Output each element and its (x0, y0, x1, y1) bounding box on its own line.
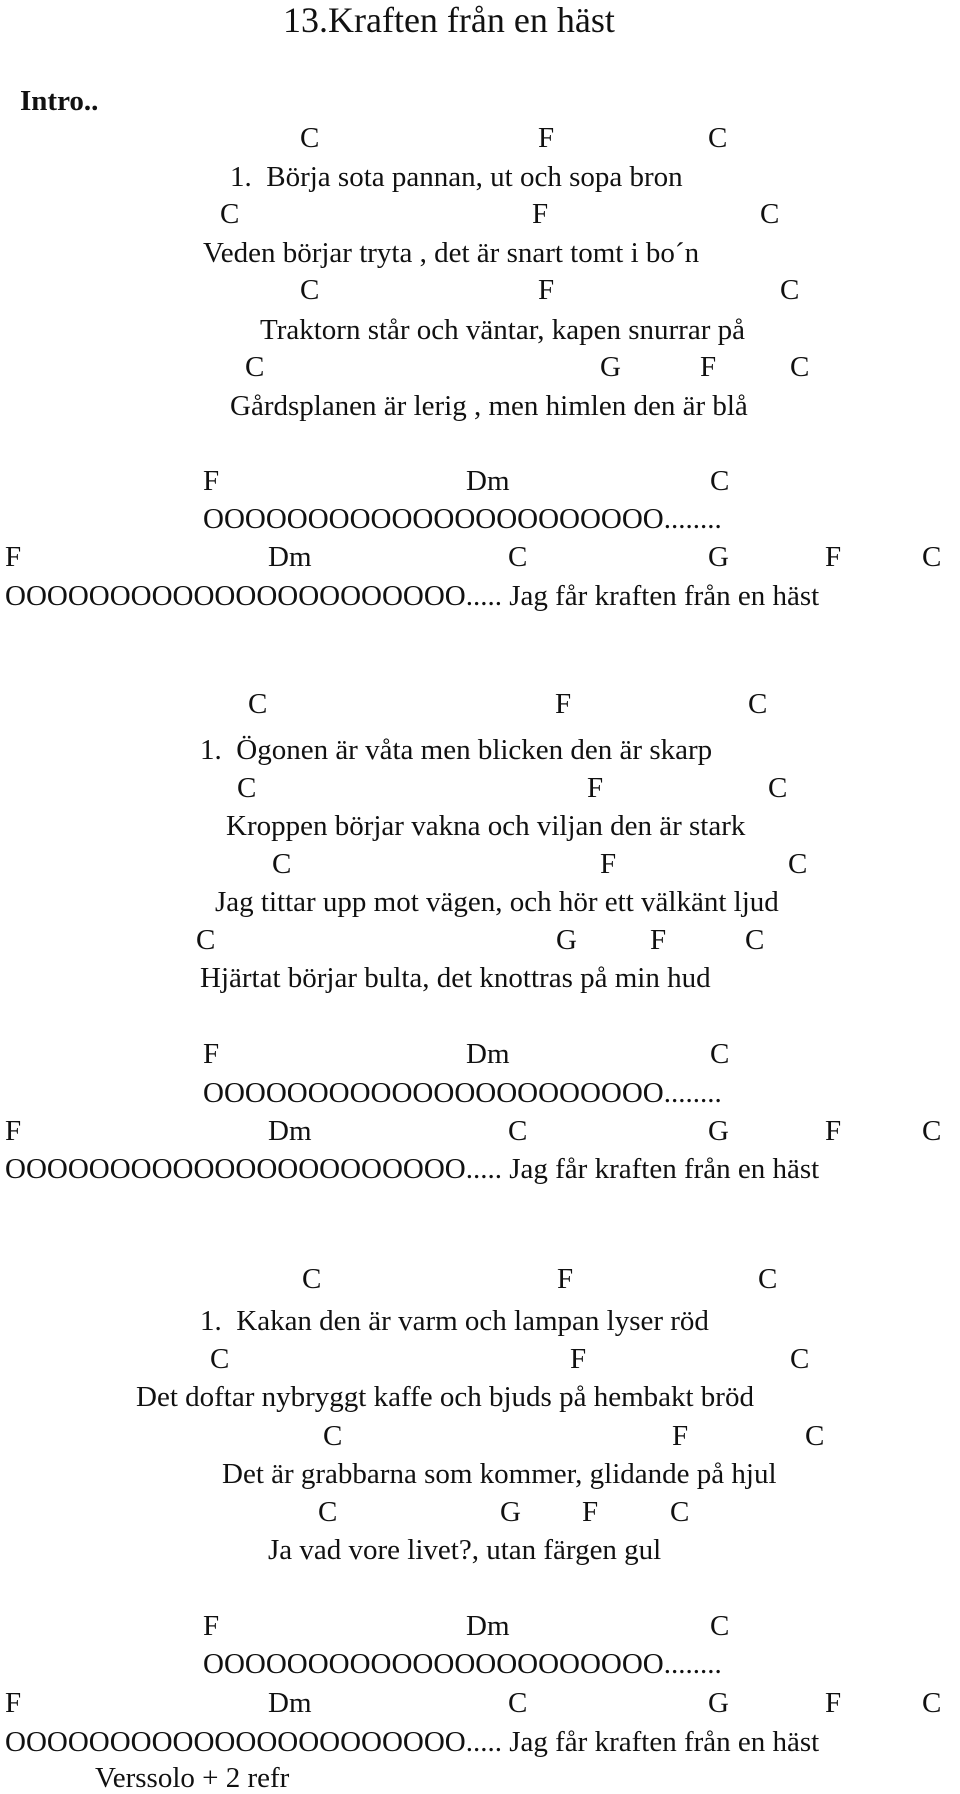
lyric-line: Veden börjar tryta , det är snart tomt i bo´n (203, 237, 700, 269)
chord: F (557, 1263, 574, 1295)
chord: C (760, 198, 780, 230)
chord: C (790, 1343, 810, 1375)
chord: F (672, 1420, 689, 1452)
lyric-line: Jag tittar upp mot vägen, och hör ett välkänt ljud (215, 886, 779, 918)
chord: G (708, 1115, 729, 1147)
chord: C (805, 1420, 825, 1452)
chord: F (600, 848, 617, 880)
lyric-line: Traktorn står och väntar, kapen snurrar på (260, 314, 745, 346)
chord: F (587, 772, 604, 804)
chord: G (500, 1496, 521, 1528)
chord: C (745, 924, 765, 956)
chord: C (670, 1496, 690, 1528)
chord: F (825, 1115, 842, 1147)
lyric-line: Kroppen börjar vakna och viljan den är stark (226, 810, 746, 842)
outro-note: Verssolo + 2 refr (95, 1762, 290, 1794)
chord: C (248, 688, 268, 720)
chord: C (748, 688, 768, 720)
lyric-line: Det doftar nybryggt kaffe och bjuds på hembakt bröd (136, 1381, 754, 1413)
intro-label: Intro.. (20, 85, 99, 117)
chord: F (203, 1038, 220, 1070)
chord: F (203, 1610, 220, 1642)
chord: C (300, 274, 320, 306)
chord: C (300, 122, 320, 154)
lyric-line: 1. Börja sota pannan, ut och sopa bron (230, 161, 683, 193)
chorus-line: OOOOOOOOOOOOOOOOOOOOOO..... Jag får kraften från en häst (5, 1726, 820, 1758)
chord: C (780, 274, 800, 306)
chorus-line: OOOOOOOOOOOOOOOOOOOOOO..... Jag får kraften från en häst (5, 1153, 820, 1185)
lyric-line: Hjärtat börjar bulta, det knottras på min hud (200, 962, 711, 994)
chord: Dm (268, 1115, 312, 1147)
chord: F (203, 465, 220, 497)
chorus-line: OOOOOOOOOOOOOOOOOOOOOO........ (203, 1648, 722, 1680)
chord: F (5, 541, 22, 573)
chord: Dm (466, 465, 510, 497)
chord: Dm (466, 1038, 510, 1070)
chord: C (708, 122, 728, 154)
chord: C (323, 1420, 343, 1452)
chord: C (245, 351, 265, 383)
chord: C (768, 772, 788, 804)
lyric-line: 1. Ögonen är våta men blicken den är skarp (200, 734, 713, 766)
chord: Dm (466, 1610, 510, 1642)
chord: C (272, 848, 292, 880)
chord: F (582, 1496, 599, 1528)
chord: C (220, 198, 240, 230)
chord: F (700, 351, 717, 383)
chord: C (710, 1610, 730, 1642)
lyric-line: Ja vad vore livet?, utan färgen gul (268, 1534, 662, 1566)
chord: C (508, 1687, 528, 1719)
chord: F (538, 122, 555, 154)
chord: G (708, 1687, 729, 1719)
chord: C (318, 1496, 338, 1528)
lyric-line: 1. Kakan den är varm och lampan lyser röd (200, 1305, 709, 1337)
chord: C (922, 1687, 942, 1719)
chord: C (710, 1038, 730, 1070)
chord: Dm (268, 1687, 312, 1719)
chord: C (508, 1115, 528, 1147)
chord: C (710, 465, 730, 497)
chord: C (196, 924, 216, 956)
chord: C (922, 1115, 942, 1147)
chord: F (555, 688, 572, 720)
chorus-line: OOOOOOOOOOOOOOOOOOOOOO........ (203, 1077, 722, 1109)
lyric-line: Gårdsplanen är lerig , men himlen den är blå (230, 390, 748, 422)
chord: G (708, 541, 729, 573)
chord: F (532, 198, 549, 230)
chord: F (650, 924, 667, 956)
chord: F (570, 1343, 587, 1375)
chorus-line: OOOOOOOOOOOOOOOOOOOOOO........ (203, 503, 722, 535)
chord: C (302, 1263, 322, 1295)
song-title: 13.Kraften från en häst (283, 0, 615, 40)
chord: F (5, 1115, 22, 1147)
lyric-line: Det är grabbarna som kommer, glidande på hjul (222, 1458, 777, 1490)
chord: F (825, 1687, 842, 1719)
chord: C (210, 1343, 230, 1375)
chord: C (922, 541, 942, 573)
chord: C (758, 1263, 778, 1295)
chord: C (790, 351, 810, 383)
chord: G (556, 924, 577, 956)
chord: F (538, 274, 555, 306)
chorus-line: OOOOOOOOOOOOOOOOOOOOOO..... Jag får kraften från en häst (5, 580, 820, 612)
chord: C (237, 772, 257, 804)
chord: C (508, 541, 528, 573)
chord: F (825, 541, 842, 573)
chord: G (600, 351, 621, 383)
chord: Dm (268, 541, 312, 573)
chord: F (5, 1687, 22, 1719)
chord: C (788, 848, 808, 880)
